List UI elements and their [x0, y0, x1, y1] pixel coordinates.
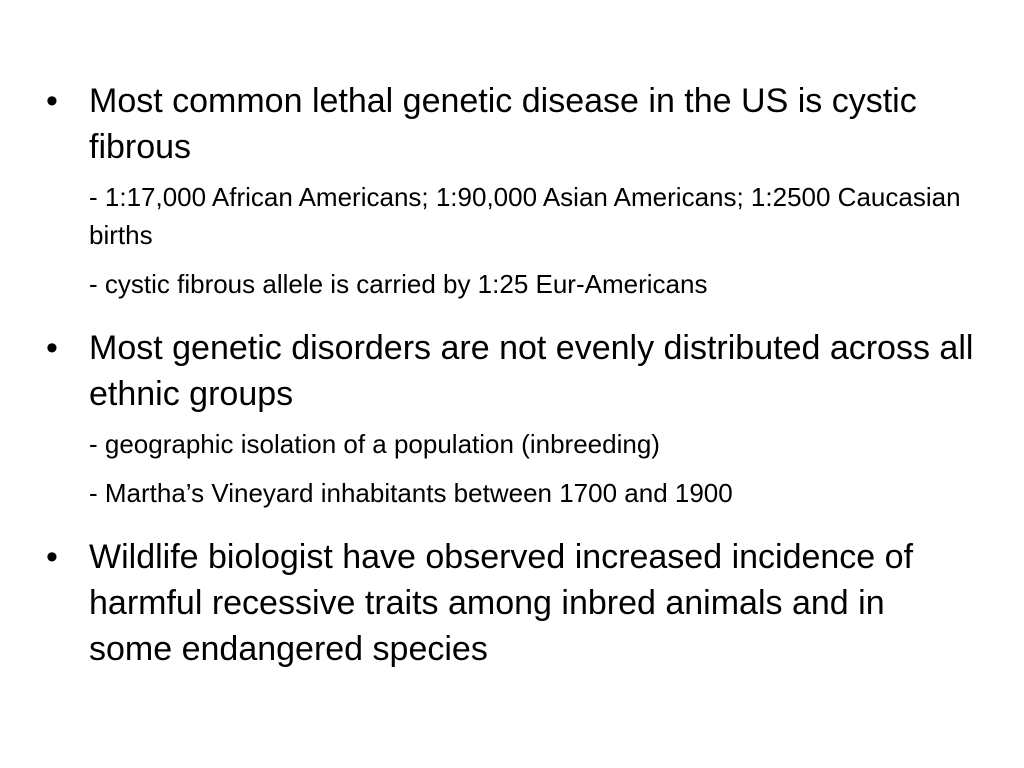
sub-item: - Martha’s Vineyard inhabitants between 1700 and 1900 [89, 478, 733, 508]
bullet-text: Wildlife biologist have observed increased incidence of harmful recessive traits among inbred animals and in some endangered species [89, 538, 914, 668]
bullet-item-cystic-fibrosis [46, 78, 976, 303]
sub-item: - 1:17,000 African Americans; 1:90,000 Asian Americans; 1:2500 Caucasian births [89, 182, 961, 250]
bullet-item-wildlife [46, 534, 976, 672]
bullet-marker-icon: • [46, 329, 58, 367]
sub-item: - cystic fibrous allele is carried by 1:25 Eur-Americans [89, 269, 708, 299]
bullet-text: Most genetic disorders are not evenly distributed across all ethnic groups [89, 329, 974, 413]
bullet-text: Most common lethal genetic disease in the US is cystic fibrous [89, 82, 917, 166]
bullet-list [46, 78, 976, 694]
sub-list [89, 425, 976, 512]
sub-list [89, 178, 976, 303]
sub-item: - geographic isolation of a population (inbreeding) [89, 429, 660, 459]
bullet-marker-icon: • [46, 538, 58, 576]
bullet-item-ethnic-distribution [46, 325, 976, 512]
bullet-marker-icon: • [46, 82, 58, 120]
